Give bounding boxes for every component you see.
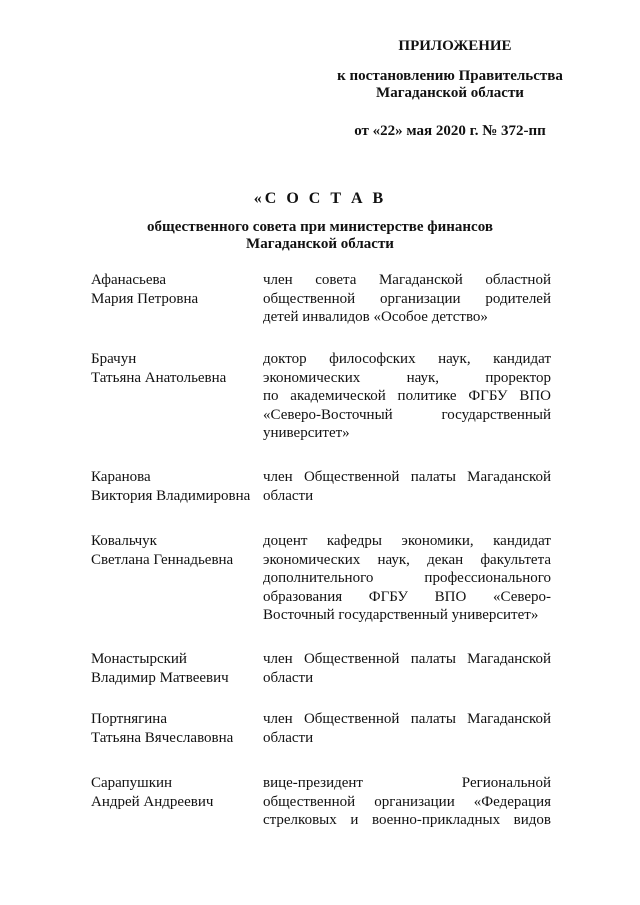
member-description-line: вице-президент Региональной bbox=[263, 775, 551, 791]
appendix-reference-line: к постановлению Правительства bbox=[337, 68, 563, 84]
document-title: «С О С Т А В bbox=[253, 190, 387, 207]
document-subtitle-line2: Магаданской области bbox=[246, 236, 394, 252]
member-description-line: области bbox=[263, 487, 314, 504]
member-surname: Каранова bbox=[91, 469, 151, 485]
member-description bbox=[263, 271, 551, 327]
member-description-line: член Общественной палаты Магаданской bbox=[263, 651, 551, 667]
member-description-line: области bbox=[263, 669, 314, 686]
member-description-line: «Северо-Восточный государственный bbox=[263, 406, 551, 423]
member-description bbox=[263, 774, 551, 830]
member-given-name: Виктория Владимировна bbox=[91, 487, 251, 504]
appendix-title: ПРИЛОЖЕНИЕ bbox=[398, 38, 512, 54]
member-description-line: член Общественной палаты Магаданской bbox=[263, 711, 551, 727]
member-description-line: экономических наук, проректор bbox=[263, 369, 551, 386]
member-given-name: Светлана Геннадьевна bbox=[91, 551, 234, 568]
member-given-name: Татьяна Вячеславовна bbox=[91, 729, 234, 746]
member-description bbox=[263, 710, 551, 747]
member-given-name: Андрей Андреевич bbox=[91, 793, 214, 810]
member-surname: Портнягина bbox=[91, 711, 167, 727]
member-given-name: Мария Петровна bbox=[91, 290, 199, 307]
member-description bbox=[263, 532, 551, 625]
member-surname: Афанасьева bbox=[91, 272, 167, 288]
member-surname: Сарапушкин bbox=[91, 775, 173, 791]
member-name bbox=[91, 774, 261, 811]
member-name bbox=[91, 710, 261, 747]
member-description-line: детей инвалидов «Особое детство» bbox=[263, 309, 488, 325]
member-description-line: член совета Магаданской областной bbox=[263, 272, 551, 288]
member-description-line: доктор философских наук, кандидат bbox=[263, 351, 551, 367]
document-subtitle bbox=[60, 219, 580, 253]
appendix-header bbox=[320, 38, 580, 140]
member-description bbox=[263, 468, 551, 505]
member-description-line: области bbox=[263, 729, 314, 746]
member-description bbox=[263, 350, 551, 443]
member-description-line: член Общественной палаты Магаданской bbox=[263, 469, 551, 485]
member-given-name: Владимир Матвеевич bbox=[91, 669, 229, 686]
member-description-line: доцент кафедры экономики, кандидат bbox=[263, 533, 551, 549]
member-name bbox=[91, 650, 261, 687]
appendix-region-line: Магаданской области bbox=[376, 85, 524, 101]
member-surname: Ковальчук bbox=[91, 533, 157, 549]
member-description-line: общественной организации «Федерация bbox=[263, 793, 551, 810]
member-surname: Брачун bbox=[91, 351, 137, 367]
appendix-date: от «22» мая 2020 г. № 372-пп bbox=[354, 123, 546, 139]
member-description-line: образования ФГБУ ВПО «Северо- bbox=[263, 588, 551, 605]
member-description-line: экономических наук, декан факультета bbox=[263, 551, 551, 568]
member-description bbox=[263, 650, 551, 687]
member-name bbox=[91, 271, 261, 308]
document-subtitle-line1: общественного совета при министерстве финансов bbox=[147, 219, 493, 235]
member-description-line: по академической политике ФГБУ ВПО bbox=[263, 388, 551, 404]
member-surname: Монастырский bbox=[91, 651, 187, 667]
member-name bbox=[91, 468, 261, 505]
member-given-name: Татьяна Анатольевна bbox=[91, 369, 227, 386]
member-description-line: Восточный государственный университет» bbox=[263, 607, 539, 623]
member-name bbox=[91, 532, 261, 569]
member-description-line: университет» bbox=[263, 425, 350, 441]
member-description-line: дополнительного профессионального bbox=[263, 570, 551, 586]
member-name bbox=[91, 350, 261, 387]
member-description-line: стрелковых и военно-прикладных видов bbox=[263, 812, 551, 828]
member-description-line: общественной организации родителей bbox=[263, 290, 551, 307]
